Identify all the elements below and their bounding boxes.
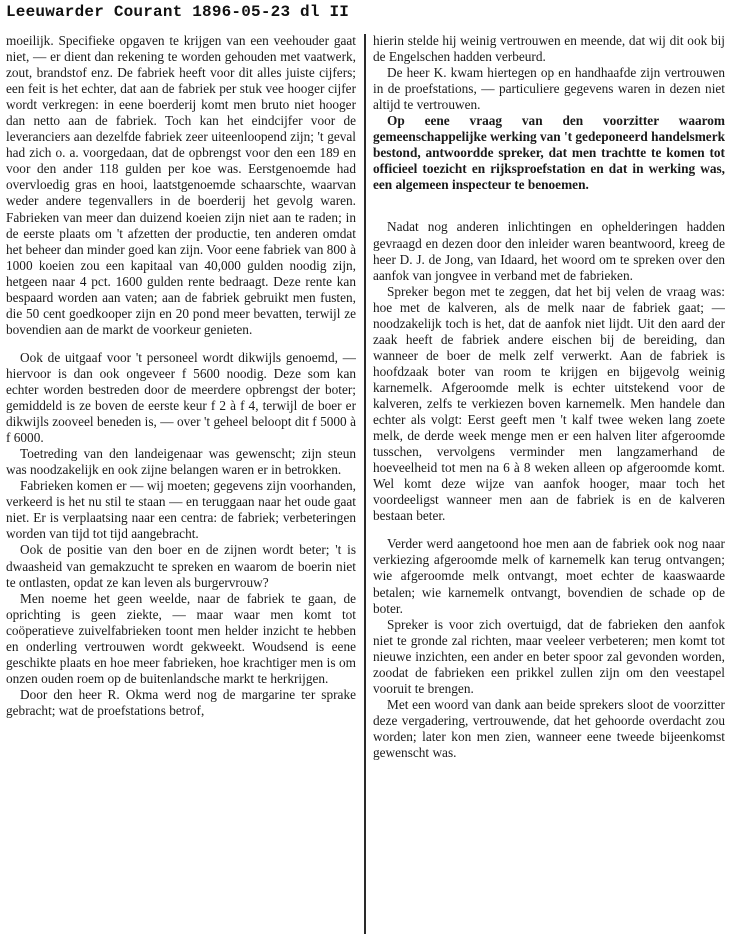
- paragraph: Fabrieken komen er — wij moeten; gegevens zijn voorhanden, verkeerd is het nu stil te staan — en teruggaan naar het oude gaat niet. Er is verplaatsing naar een centra: de fabriek; verbeteringen worden van tijd tot tijd aangebracht.: [6, 478, 356, 542]
- paragraph: Ook de uitgaaf voor 't personeel wordt dikwijls genoemd, — hiervoor is dan ook ongeveer f 5600 noodig. Deze som kan echter worden bestreden door de meerdere opbrengst der boter; gemiddeld is ze boven de eerste keur f 2 à f 4, terwijl de boer er dikwijls zooveel beneden is, — over 't geheel beloopt dit f 5000 à f 6000.: [6, 349, 356, 446]
- left-column: [6, 33, 356, 943]
- paragraph: hierin stelde hij weinig vertrouwen en meende, dat wij dit ook bij de Engelschen hadden verbeurd.: [373, 33, 725, 65]
- paragraph: Spreker is voor zich overtuigd, dat de fabrieken den aanfok niet te gronde zal richten, maar veeleer verbeteren; men komt tot nieuwe inzichten, een ander en beter spoor zal gevonden worden, zoodat de fabrieken een prikkel zullen zijn om den veestapel vooruit te brengen.: [373, 616, 725, 696]
- paragraph: Door den heer R. Okma werd nog de margarine ter sprake gebracht; wat de proefstations betrof,: [6, 686, 356, 718]
- paragraph: Spreker begon met te zeggen, dat het bij velen de vraag was: hoe met de kalveren, als de melk naar de fabriek gaat; — noodzakelijk toch is het, dat de aanfok niet lijdt. Uit den aard der zaak heeft de fabriek andere eischen bij de bereiding, dan wanneer de boer de melk zelf verwerkt. Aan de fabriek is hoofdzaak boter van room te krijgen en bijgevolg weinig karnemelk. Afgeroomde melk is echter uitstekend voor de kalveren, zelfs te verkiezen boven karnemelk. Men handele dan echter als volgt: Eerst geeft men 't kalf twee weken lang zoete melk, de derde week menge men er een halven liter afgeroomde tusschen, vervolgens verminder men langzamerhand de hoeveelheid tot men na 6 à 8 weken alleen op afgeroomde komt. Wel komt deze wijze van aanfok hooger, maar toch het voordeeligst wanneer men aan de fabriek is en de kalveren bestaan beter.: [373, 283, 725, 524]
- paragraph: Nadat nog anderen inlichtingen en ophelderingen hadden gevraagd en dezen door den inleider waren beantwoord, kreeg de heer D. J. de Jong, van Idaard, het woord om te spreken over den aanfok van jongvee in verband met de fabrieken.: [373, 219, 725, 283]
- paragraph-bold: Op eene vraag van den voorzitter waarom gemeenschappelijke werking van 't gedeponeerd handelsmerk bestond, antwoordde spreker, dat men trachtte te komen tot officieel toezicht en rijksproefstation en dat in werking was, een algemeen inspecteur te benoemen.: [373, 113, 725, 193]
- paragraph: Men noeme het geen weelde, naar de fabriek te gaan, de oprichting is geen ziekte, — maar waar men komt tot coöperatieve zuivelfabrieken toont men helder inzicht te hebben en onderling vertrouwen wordt gekweekt. Woudsend is eene geschikte plaats en hoe meer fabrieken, hoe krachtiger men is om onzen ouden roem op de buitenlandsche markt te herkrijgen.: [6, 590, 356, 686]
- paragraph: Met een woord van dank aan beide sprekers sloot de voorzitter deze vergadering, vertrouwende, dat het gehoorde overdacht zou worden; later kon men zien, wanneer eene tweede bijeenkomst gewenscht was.: [373, 696, 725, 760]
- right-column: [373, 33, 725, 943]
- paragraph: moeilijk. Specifieke opgaven te krijgen van een veehouder gaat niet, — er dient dan rekening te worden gehouden met vaatwerk, zout, brandstof enz. De fabriek heeft voor dit alles juiste cijfers; een feit is het echter, dat aan de fabriek per stuk vee hooger cijfer wordt verkregen: in eene boerderij komt men bruto niet hooger dan netto aan de fabriek. Toch kan het eindcijfer voor de leveranciers aan dezelfde fabriek zeer uiteenloopend zijn; 't geval had zich o. a. voorgedaan, dat de opbrengst voor den een 189 en voor den ander 118 gulden per koe was. Eerstgenoemde had overvloedig gras en hooi, laatstgenoemde schaarschte, waarvan weder andere tegenvallers in de boerderij het gevolg waren. Fabrieken van meer dan duizend koeien zijn niet aan te raden; in de eerste plaats om 't afzetten der productie, ten anderen omdat het beheer dan minder goed kan zijn. Voor eene fabriek van 800 à 1000 koeien zou een kapitaal van 40,000 gulden noodig zijn, hetgeen naar 4 pct. 1600 gulden rente bedraagt. Deze rente kan bespaard worden aan vaten; aan de fabriek gebruikt men fusten, die 50 cent goedkooper zijn en 20 pond meer bevatten, terwijl ze bovendien aan de markt de voorkeur genieten.: [6, 33, 356, 337]
- paragraph: Verder werd aangetoond hoe men aan de fabriek ook nog naar verkiezing afgeroomde melk of karnemelk kan terug ontvangen; wie afgeroomde melk ontvangt, moet echter de kaaswaarde betalen; wie karnemelk ontvangt, bovendien de schade op de boter.: [373, 536, 725, 616]
- paragraph: Toetreding van den landeigenaar was gewenscht; zijn steun was noodzakelijk en ook zijne belangen waren er in betrokken.: [6, 446, 356, 478]
- page-header: Leeuwarder Courant 1896-05-23 dl II: [6, 3, 350, 21]
- column-divider: [364, 34, 366, 934]
- paragraph: Ook de positie van den boer en de zijnen wordt beter; 't is dwaasheid van gemakzucht te spreken en waarom de boerin niet te ontlasten, opdat ze kan leven als burgervrouw?: [6, 542, 356, 590]
- paragraph: De heer K. kwam hiertegen op en handhaafde zijn vertrouwen in de proefstations, — particuliere gegevens waren in dezen niet altijd te vertrouwen.: [373, 65, 725, 113]
